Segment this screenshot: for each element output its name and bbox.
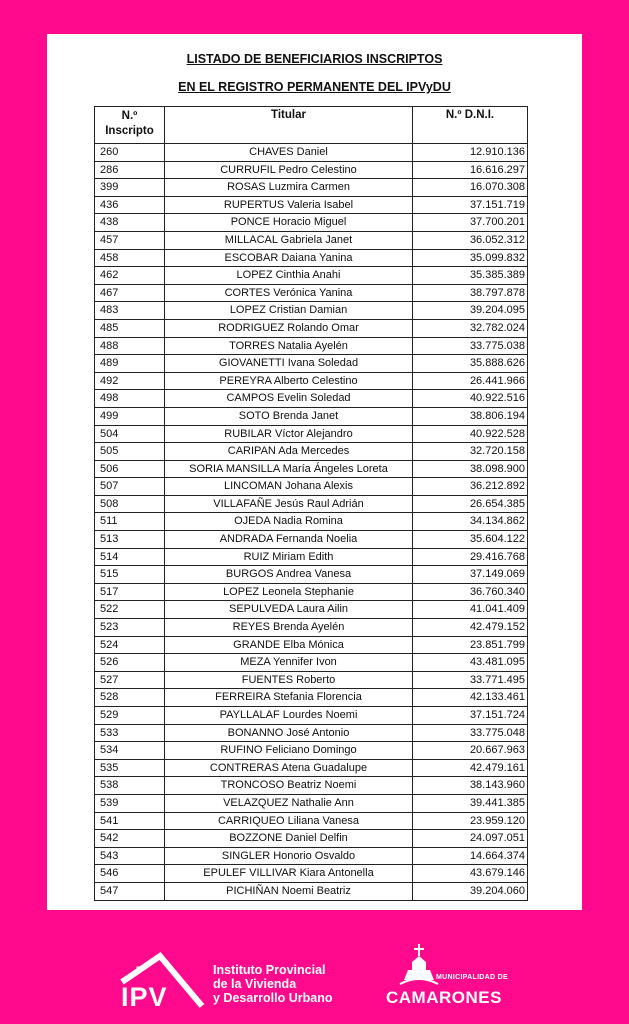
table-row [95,284,528,302]
inscription-number: 515 [95,566,165,584]
titular-name: PEREYRA Alberto Celestino [165,372,413,390]
dni-number: 42.479.152 [413,619,528,637]
municipality-name: CAMARONES [386,988,502,1007]
table-row [95,689,528,707]
inscription-number: 535 [95,759,165,777]
inscription-number: 458 [95,249,165,267]
table-row [95,865,528,883]
titular-name: CARRIQUEO Liliana Vanesa [165,812,413,830]
titular-name: VILLAFAÑE Jesús Raul Adrián [165,495,413,513]
titular-name: CURRUFIL Pedro Celestino [165,161,413,179]
table-row [95,707,528,725]
titular-name: EPULEF VILLIVAR Kiara Antonella [165,865,413,883]
table-row [95,830,528,848]
dni-number: 35.385.389 [413,267,528,285]
dni-number: 23.959.120 [413,812,528,830]
titular-name: LOPEZ Cristian Damian [165,302,413,320]
beneficiaries-table [94,106,528,901]
titular-name: CHAVES Daniel [165,144,413,162]
dni-number: 34.134.862 [413,513,528,531]
titular-name: TRONCOSO Beatriz Noemi [165,777,413,795]
inscription-number: 543 [95,847,165,865]
inscription-number: 436 [95,196,165,214]
inscription-number: 507 [95,478,165,496]
titular-name: ROSAS Luzmira Carmen [165,179,413,197]
dni-number: 14.664.374 [413,847,528,865]
dni-number: 16.616.297 [413,161,528,179]
table-row [95,249,528,267]
titular-name: RUPERTUS Valeria Isabel [165,196,413,214]
inscription-number: 538 [95,777,165,795]
document-sheet [47,34,582,910]
inscription-number: 506 [95,460,165,478]
table-header-row [95,107,528,144]
titular-name: RODRIGUEZ Rolando Omar [165,319,413,337]
inscription-number: 286 [95,161,165,179]
dni-number: 40.922.516 [413,390,528,408]
table-row [95,742,528,760]
table-row [95,319,528,337]
dni-number: 39.204.060 [413,882,528,900]
dni-number: 32.720.158 [413,443,528,461]
dni-number: 38.143.960 [413,777,528,795]
titular-name: BURGOS Andrea Vanesa [165,566,413,584]
dni-number: 36.760.340 [413,583,528,601]
table-row [95,214,528,232]
inscription-number: 539 [95,794,165,812]
inscription-number: 526 [95,654,165,672]
inscription-number: 529 [95,707,165,725]
inscription-number: 514 [95,548,165,566]
ipv-name-line1: Instituto Provincial [213,963,326,977]
titular-name: BONANNO José Antonio [165,724,413,742]
dni-number: 33.771.495 [413,671,528,689]
inscription-number: 527 [95,671,165,689]
table-row [95,231,528,249]
titular-name: GIOVANETTI Ivana Soledad [165,355,413,373]
titular-name: SORIA MANSILLA María Ángeles Loreta [165,460,413,478]
titular-name: RUFINO Feliciano Domingo [165,742,413,760]
dni-number: 35.604.122 [413,531,528,549]
dni-number: 36.052.312 [413,231,528,249]
dni-number: 42.479.161 [413,759,528,777]
table-row [95,196,528,214]
municipality-label: MUNICIPALIDAD DE [436,974,508,981]
inscription-number: 522 [95,601,165,619]
inscription-number: 499 [95,407,165,425]
table-row [95,425,528,443]
inscription-number: 260 [95,144,165,162]
inscription-number: 524 [95,636,165,654]
table-row [95,601,528,619]
dni-number: 43.481.095 [413,654,528,672]
titular-name: PAYLLALAF Lourdes Noemi [165,707,413,725]
table-row [95,302,528,320]
document-title-line2: EN EL REGISTRO PERMANENTE DEL IPVyDU [178,80,451,94]
table-row [95,619,528,637]
dni-number: 29.416.768 [413,548,528,566]
table-row [95,847,528,865]
titular-name: FERREIRA Stefania Florencia [165,689,413,707]
dni-number: 40.922.528 [413,425,528,443]
column-header-number: N.º Inscripto [95,107,165,144]
inscription-number: 533 [95,724,165,742]
column-header-titular: Titular [165,107,413,144]
inscription-number: 462 [95,267,165,285]
titular-name: CONTRERAS Atena Guadalupe [165,759,413,777]
inscription-number: 505 [95,443,165,461]
inscription-number: 498 [95,390,165,408]
dni-number: 39.204.095 [413,302,528,320]
inscription-number: 504 [95,425,165,443]
inscription-number: 511 [95,513,165,531]
titular-name: FUENTES Roberto [165,671,413,689]
titular-name: GRANDE Elba Mónica [165,636,413,654]
titular-name: SINGLER Honorio Osvaldo [165,847,413,865]
column-header-dni: N.º D.N.I. [413,107,528,144]
titular-name: CORTES Verónica Yanina [165,284,413,302]
dni-number: 37.700.201 [413,214,528,232]
titular-name: OJEDA Nadia Romina [165,513,413,531]
titular-name: PONCE Horacio Miguel [165,214,413,232]
table-row [95,355,528,373]
table-row [95,478,528,496]
table-row [95,460,528,478]
inscription-number: 489 [95,355,165,373]
table-row [95,495,528,513]
inscription-number: 485 [95,319,165,337]
table-row [95,390,528,408]
inscription-number: 467 [95,284,165,302]
dni-number: 39.441.385 [413,794,528,812]
inscription-number: 542 [95,830,165,848]
titular-name: RUIZ Miriam Edith [165,548,413,566]
table-row [95,583,528,601]
dni-number: 33.775.048 [413,724,528,742]
titular-name: SOTO Brenda Janet [165,407,413,425]
dni-number: 35.888.626 [413,355,528,373]
dni-number: 37.149.069 [413,566,528,584]
dni-number: 35.099.832 [413,249,528,267]
dni-number: 38.797.878 [413,284,528,302]
table-row [95,144,528,162]
inscription-number: 399 [95,179,165,197]
inscription-number: 528 [95,689,165,707]
table-row [95,812,528,830]
dni-number: 38.098.900 [413,460,528,478]
dni-number: 38.806.194 [413,407,528,425]
table-body [95,144,528,901]
ipv-name-line3: y Desarrollo Urbano [213,991,333,1005]
dni-number: 24.097.051 [413,830,528,848]
titular-name: MILLACAL Gabriela Janet [165,231,413,249]
table-row [95,794,528,812]
table-row [95,724,528,742]
table-row [95,531,528,549]
dni-number: 37.151.724 [413,707,528,725]
dni-number: 33.775.038 [413,337,528,355]
ipv-institution-name [213,963,332,1005]
table-row [95,566,528,584]
inscription-number: 517 [95,583,165,601]
table-row [95,548,528,566]
dni-number: 42.133.461 [413,689,528,707]
table-row [95,443,528,461]
titular-name: REYES Brenda Ayelén [165,619,413,637]
ipv-name-line2: de la Vivienda [213,977,297,991]
dni-number: 20.667.963 [413,742,528,760]
table-row [95,372,528,390]
inscription-number: 483 [95,302,165,320]
inscription-number: 508 [95,495,165,513]
table-row [95,513,528,531]
titular-name: BOZZONE Daniel Delfin [165,830,413,848]
ipv-logo-letters: IPV [121,982,168,1012]
table-row [95,407,528,425]
titular-name: SEPULVEDA Laura Ailin [165,601,413,619]
table-row [95,179,528,197]
table-row [95,777,528,795]
inscription-number: 513 [95,531,165,549]
dni-number: 37.151.719 [413,196,528,214]
dni-number: 26.654.385 [413,495,528,513]
titular-name: VELAZQUEZ Nathalie Ann [165,794,413,812]
inscription-number: 541 [95,812,165,830]
table-row [95,759,528,777]
titular-name: RUBILAR Víctor Alejandro [165,425,413,443]
inscription-number: 438 [95,214,165,232]
dni-number: 12.910.136 [413,144,528,162]
table-row [95,636,528,654]
titular-name: LINCOMAN Johana Alexis [165,478,413,496]
titular-name: CARIPAN Ada Mercedes [165,443,413,461]
table-row [95,671,528,689]
table-row [95,882,528,900]
table-row [95,161,528,179]
titular-name: ANDRADA Fernanda Noelia [165,531,413,549]
titular-name: ESCOBAR Daiana Yanina [165,249,413,267]
document-title-line1: LISTADO DE BENEFICIARIOS INSCRIPTOS [186,52,443,66]
inscription-number: 546 [95,865,165,883]
dni-number: 43.679.146 [413,865,528,883]
inscription-number: 523 [95,619,165,637]
dni-number: 36.212.892 [413,478,528,496]
titular-name: LOPEZ Leonela Stephanie [165,583,413,601]
titular-name: MEZA Yennifer Ivon [165,654,413,672]
titular-name: CAMPOS Evelin Soledad [165,390,413,408]
inscription-number: 547 [95,882,165,900]
table-row [95,654,528,672]
dni-number: 26.441.966 [413,372,528,390]
dni-number: 41.041.409 [413,601,528,619]
inscription-number: 457 [95,231,165,249]
inscription-number: 492 [95,372,165,390]
table-row [95,267,528,285]
inscription-number: 488 [95,337,165,355]
titular-name: LOPEZ Cinthia Anahi [165,267,413,285]
inscription-number: 534 [95,742,165,760]
titular-name: PICHIÑAN Noemi Beatriz [165,882,413,900]
table-row [95,337,528,355]
dni-number: 16.070.308 [413,179,528,197]
titular-name: TORRES Natalia Ayelén [165,337,413,355]
footer [0,910,629,1024]
dni-number: 32.782.024 [413,319,528,337]
dni-number: 23.851.799 [413,636,528,654]
